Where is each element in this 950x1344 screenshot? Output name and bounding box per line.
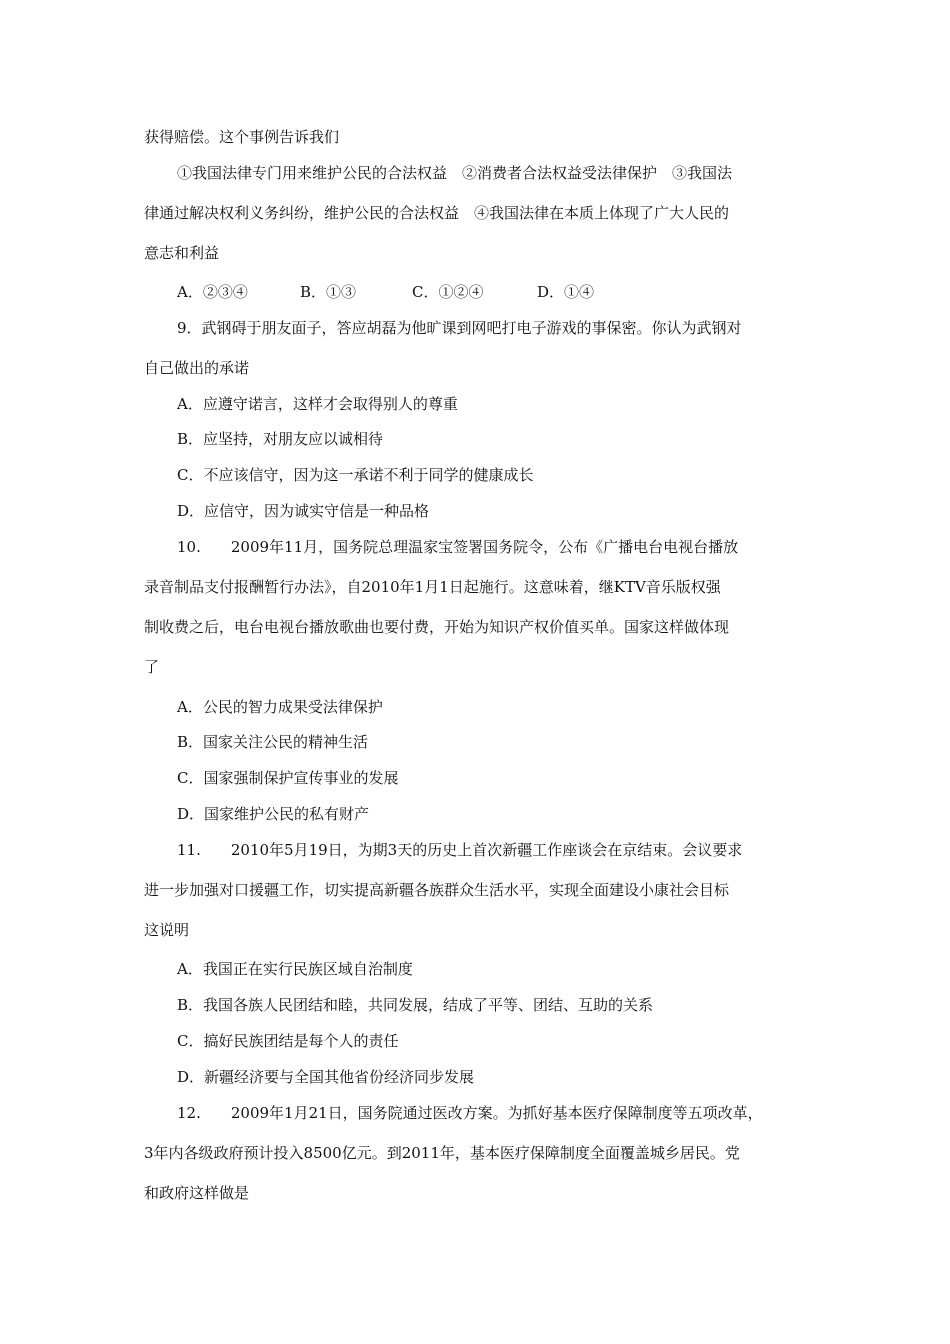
q10-stem-line-1: 10. 2009年11月，国务院总理温家宝签署国务院令，公布《广播电台电视台播放 xyxy=(177,538,739,556)
q8-statements-line-3: 意志和利益 xyxy=(144,244,220,262)
q9-option-d: D．应信守，因为诚实守信是一种品格 xyxy=(177,502,430,520)
q8-option-a: A．②③④ xyxy=(177,283,248,301)
q10-option-d: D．国家维护公民的私有财产 xyxy=(177,805,370,823)
q11-option-a: A．我国正在实行民族区域自治制度 xyxy=(177,960,413,978)
q8-stem-end: 获得赔偿。这个事例告诉我们 xyxy=(144,128,340,146)
q10-stem-line-4: 了 xyxy=(144,658,160,676)
q10-option-b: B．国家关注公民的精神生活 xyxy=(177,733,369,751)
q9-stem-line-1: 9．武钢碍于朋友面子，答应胡磊为他旷课到网吧打电子游戏的事保密。你认为武钢对 xyxy=(177,319,742,337)
q8-option-b: B．①③ xyxy=(300,283,357,301)
q8-option-c: C．①②④ xyxy=(412,283,484,301)
q8-statements-line-2: 律通过解决权利义务纠纷，维护公民的合法权益 ④我国法律在本质上体现了广大人民的 xyxy=(144,204,730,222)
q12-stem-line-1: 12. 2009年1月21日，国务院通过医改方案。为抓好基本医疗保障制度等五项改革， xyxy=(177,1104,763,1122)
q9-stem-line-2: 自己做出的承诺 xyxy=(144,359,250,377)
q11-stem-line-3: 这说明 xyxy=(144,921,190,939)
q9-option-c: C．不应该信守，因为这一承诺不利于同学的健康成长 xyxy=(177,466,534,484)
q11-option-d: D．新疆经济要与全国其他省份经济同步发展 xyxy=(177,1068,475,1086)
q11-option-b: B．我国各族人民团结和睦，共同发展，结成了平等、团结、互助的关系 xyxy=(177,996,654,1014)
q11-stem-line-2: 进一步加强对口援疆工作，切实提高新疆各族群众生活水平，实现全面建设小康社会目标 xyxy=(144,881,730,899)
q8-option-d: D．①④ xyxy=(537,283,595,301)
q10-stem-line-3: 制收费之后，电台电视台播放歌曲也要付费，开始为知识产权价值买单。国家这样做体现 xyxy=(144,618,730,636)
q9-option-a: A．应遵守诺言，这样才会取得别人的尊重 xyxy=(177,395,458,413)
q10-option-c: C．国家强制保护宣传事业的发展 xyxy=(177,769,399,787)
q12-stem-line-3: 和政府这样做是 xyxy=(144,1184,250,1202)
q10-stem-line-2: 录音制品支付报酬暂行办法》，自2010年1月1日起施行。这意味着，继KTV音乐版权强 xyxy=(144,578,721,596)
q12-stem-line-2: 3年内各级政府预计投入8500亿元。到2011年，基本医疗保障制度全面覆盖城乡居民。党 xyxy=(144,1144,740,1162)
q8-statements-line-1: ①我国法律专门用来维护公民的合法权益 ②消费者合法权益受法律保护 ③我国法 xyxy=(177,164,733,182)
q11-option-c: C．搞好民族团结是每个人的责任 xyxy=(177,1032,399,1050)
q9-option-b: B．应坚持，对朋友应以诚相待 xyxy=(177,430,384,448)
q10-option-a: A．公民的智力成果受法律保护 xyxy=(177,698,383,716)
q11-stem-line-1: 11. 2010年5月19日，为期3天的历史上首次新疆工作座谈会在京结束。会议要求 xyxy=(177,841,743,859)
